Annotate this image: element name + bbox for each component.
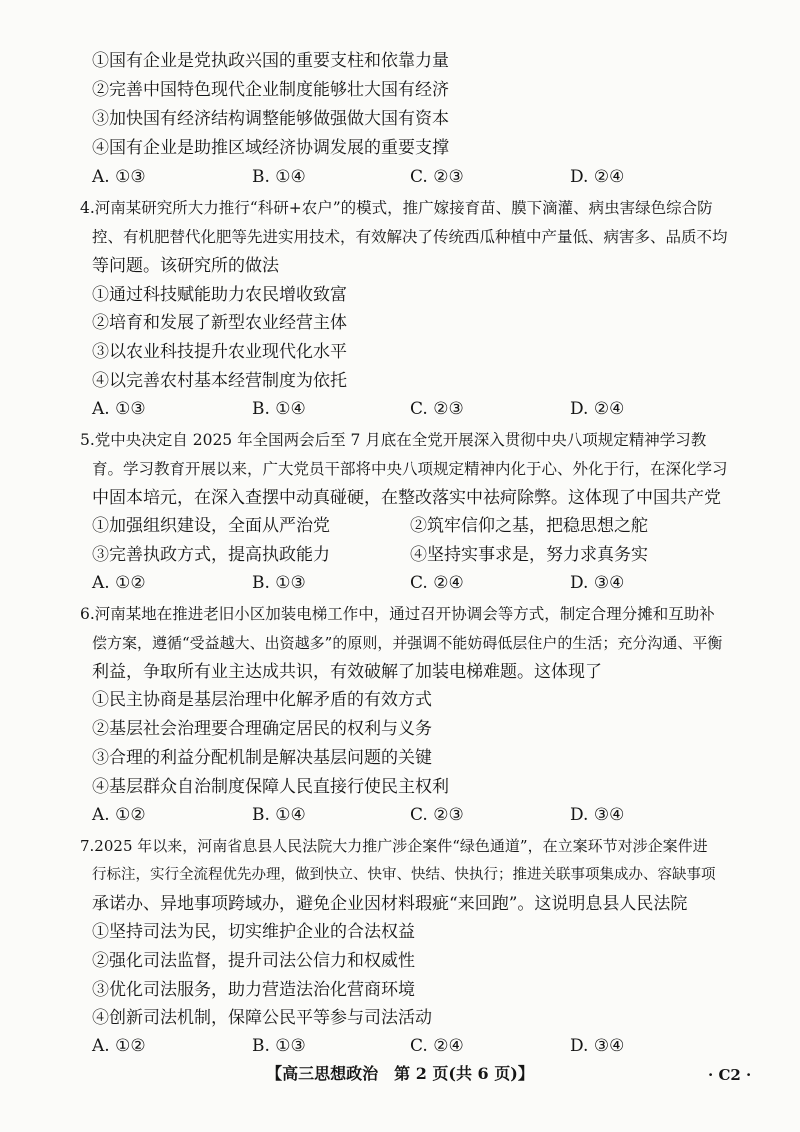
q3-option-a: A. ①③ (92, 167, 146, 187)
q6-item-2: ②基层社会治理要合理确定居民的权利与义务 (92, 719, 432, 739)
q3-option-d: D. ②④ (570, 167, 625, 187)
q5-stem-line-2: 育。学习教育开展以来，广大党员干部将中央八项规定精神内化于心、外化于行，在深化学习 (92, 460, 728, 478)
q5-item-4: ④坚持实事求是，努力求真务实 (410, 545, 648, 565)
q4-options (92, 398, 712, 420)
q5-items-row-1 (92, 515, 712, 537)
q3-item-2: ②完善中国特色现代企业制度能够壮大国有经济 (92, 80, 449, 100)
q7-item-3: ③优化司法服务，助力营造法治化营商环境 (92, 980, 415, 1000)
q7-stem-line-3: 承诺办、异地事项跨域办，避免企业因材料瑕疵“来回跑”。这说明息县人民法院 (92, 894, 688, 914)
q3-options (92, 166, 712, 188)
q4-stem-line-1: 4.河南某研究所大力推行“科研+农户”的模式，推广嫁接育苗、膜下滴灌、病虫害绿色综合防 (80, 199, 713, 217)
q7-item-2: ②强化司法监督，提升司法公信力和权威性 (92, 951, 415, 971)
q6-item-4: ④基层群众自治制度保障人民直接行使民主权利 (92, 777, 449, 797)
q6-stem-line-1: 6.河南某地在推进老旧小区加装电梯工作中，通过召开协调会等方式，制定合理分摊和互助补 (80, 605, 715, 623)
q5-option-d: D. ③④ (570, 573, 625, 593)
q4-stem-line-3: 等问题。该研究所的做法 (92, 256, 279, 276)
q5-stem-line-3: 中固本培元，在深入查摆中动真碰硬，在整改落实中祛疴除弊。这体现了中国共产党 (92, 488, 721, 508)
q7-option-a: A. ①② (92, 1036, 146, 1056)
page-footer: 【高三思想政治 第 2 页(共 6 页)】 (266, 1064, 534, 1083)
q7-option-c: C. ②④ (410, 1036, 464, 1056)
q4-item-3: ③以农业科技提升农业现代化水平 (92, 342, 347, 362)
q3-item-1: ①国有企业是党执政兴国的重要支柱和依靠力量 (92, 51, 449, 71)
q7-item-1: ①坚持司法为民，切实维护企业的合法权益 (92, 922, 415, 942)
q5-item-1: ①加强组织建设，全面从严治党 (92, 516, 330, 536)
q4-stem-line-2: 控、有机肥替代化肥等先进实用技术，有效解决了传统西瓜种植中产量低、病害多、品质不均 (92, 228, 728, 246)
q3-item-3: ③加快国有经济结构调整能够做强做大国有资本 (92, 109, 449, 129)
q6-option-d: D. ③④ (570, 805, 625, 825)
q7-option-b: B. ①③ (252, 1036, 306, 1056)
q5-stem-line-1: 5.党中央决定自 2025 年全国两会后至 7 月底在全党开展深入贯彻中央八项规定精神学习教 (80, 431, 707, 449)
q6-item-3: ③合理的利益分配机制是解决基层问题的关键 (92, 748, 432, 768)
q7-stem-line-1: 7.2025 年以来，河南省息县人民法院大力推广涉企案件“绿色通道”，在立案环节对涉企案件进 (80, 837, 708, 855)
q5-item-3: ③完善执政方式，提高执政能力 (92, 545, 330, 565)
q5-option-c: C. ②④ (410, 573, 464, 593)
q3-option-b: B. ①④ (252, 167, 306, 187)
q4-item-2: ②培育和发展了新型农业经营主体 (92, 313, 347, 333)
q6-item-1: ①民主协商是基层治理中化解矛盾的有效方式 (92, 690, 432, 710)
q5-items-row-2 (92, 544, 712, 566)
q3-option-c: C. ②③ (410, 167, 464, 187)
q6-stem-line-3: 利益，争取所有业主达成共识，有效破解了加装电梯难题。这体现了 (92, 662, 602, 682)
q6-options (92, 804, 712, 826)
q5-item-2: ②筑牢信仰之基，把稳思想之舵 (410, 516, 648, 536)
q5-options (92, 572, 712, 594)
q6-option-c: C. ②③ (410, 805, 464, 825)
q4-option-a: A. ①③ (92, 399, 146, 419)
q5-option-b: B. ①③ (252, 573, 306, 593)
q4-item-1: ①通过科技赋能助力农民增收致富 (92, 285, 347, 305)
paper-code: · C2 · (708, 1066, 752, 1084)
q7-item-4: ④创新司法机制，保障公民平等参与司法活动 (92, 1008, 432, 1028)
q7-option-d: D. ③④ (570, 1036, 625, 1056)
q4-option-d: D. ②④ (570, 399, 625, 419)
q5-option-a: A. ①② (92, 573, 146, 593)
q6-option-a: A. ①② (92, 805, 146, 825)
q3-item-4: ④国有企业是助推区域经济协调发展的重要支撑 (92, 138, 449, 158)
q4-option-c: C. ②③ (410, 399, 464, 419)
q7-options (92, 1035, 712, 1057)
q6-stem-line-2: 偿方案，遵循“受益越大、出资越多”的原则，并强调不能妨碍低层住户的生活；充分沟通、平衡 (92, 634, 723, 652)
q4-item-4: ④以完善农村基本经营制度为依托 (92, 371, 347, 391)
q6-option-b: B. ①④ (252, 805, 306, 825)
q7-stem-line-2: 行标注，实行全流程优先办理，做到快立、快审、快结、快执行；推进关联事项集成办、容缺事项 (92, 867, 716, 883)
q4-option-b: B. ①④ (252, 399, 306, 419)
